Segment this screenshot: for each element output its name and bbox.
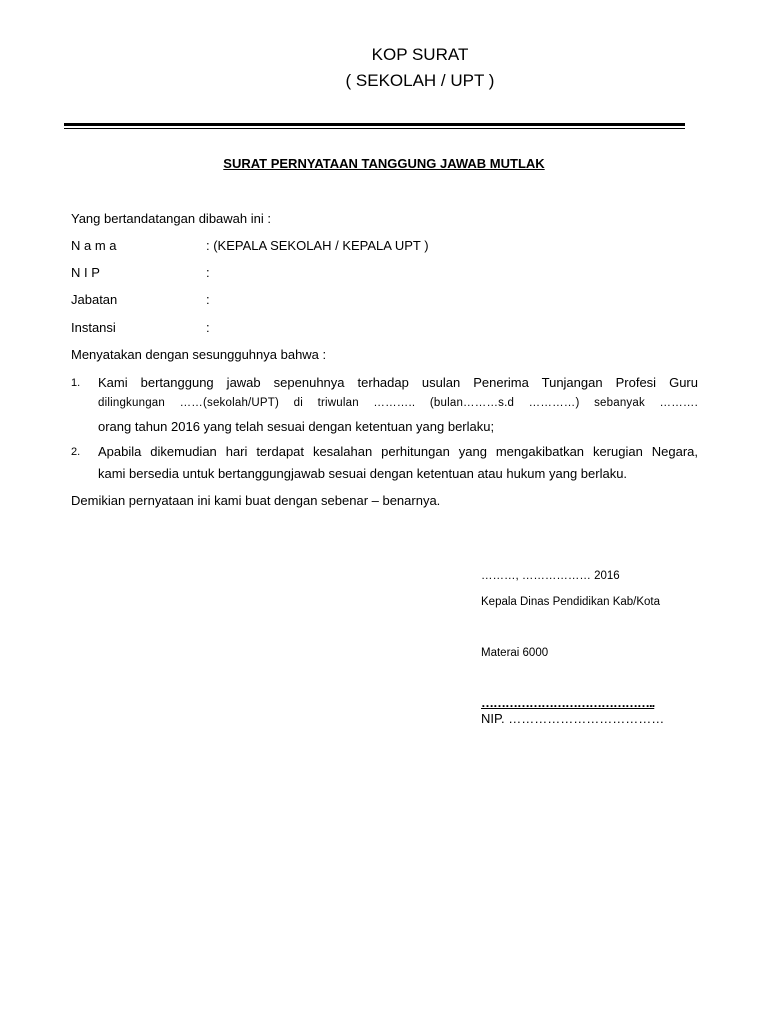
signature-stamp: Materai 6000 bbox=[481, 647, 549, 659]
nama-label: N a m a bbox=[71, 238, 117, 253]
signature-nip: NIP. ……………………………… bbox=[481, 711, 665, 726]
nama-value: : (KEPALA SEKOLAH / KEPALA UPT ) bbox=[206, 238, 429, 253]
item-1-line-1: Kami bertanggung jawab sepenuhnya terhadap usulan Penerima Tunjangan Profesi Guru bbox=[98, 375, 698, 390]
instansi-value: : bbox=[206, 320, 210, 335]
letterhead-subtitle: ( SEKOLAH / UPT ) bbox=[345, 71, 495, 90]
item-2-line-2: kami bersedia untuk bertanggungjawab sesuai dengan ketentuan atau hukum yang berlaku. bbox=[98, 466, 628, 481]
item-1-line-3: orang tahun 2016 yang telah sesuai dengan ketentuan yang berlaku; bbox=[98, 419, 495, 434]
item-1-line-2: dilingkungan ……(sekolah/UPT) di triwulan ……….. (bulan………s.d …………) sebanyak ………. bbox=[98, 397, 698, 409]
jabatan-value: : bbox=[206, 292, 210, 307]
item-number: 1. bbox=[71, 377, 81, 389]
item-2-line-1: Apabila dikemudian hari terdapat kesalahan perhitungan yang mengakibatkan kerugian Negara, bbox=[98, 444, 698, 459]
instansi-label: Instansi bbox=[71, 320, 116, 335]
signature-name-placeholder: …………………………………….. bbox=[481, 695, 655, 710]
signature-position: Kepala Dinas Pendidikan Kab/Kota bbox=[481, 596, 661, 608]
document-title: SURAT PERNYATAAN TANGGUNG JAWAB MUTLAK bbox=[223, 156, 545, 171]
item-number: 2. bbox=[71, 446, 81, 458]
jabatan-label: Jabatan bbox=[71, 292, 118, 307]
statement-intro: Menyatakan dengan sesungguhnya bahwa : bbox=[71, 347, 327, 362]
letterhead-rule-thick bbox=[64, 123, 685, 126]
letterhead-rule-thin bbox=[64, 128, 685, 129]
nip-label: N I P bbox=[71, 265, 100, 280]
signature-place-date: ………, ……………… 2016 bbox=[481, 570, 620, 582]
intro-text: Yang bertandatangan dibawah ini : bbox=[71, 211, 271, 226]
letterhead-title: KOP SURAT bbox=[371, 45, 469, 64]
nip-value: : bbox=[206, 265, 210, 280]
closing-text: Demikian pernyataan ini kami buat dengan sebenar – benarnya. bbox=[71, 493, 441, 508]
